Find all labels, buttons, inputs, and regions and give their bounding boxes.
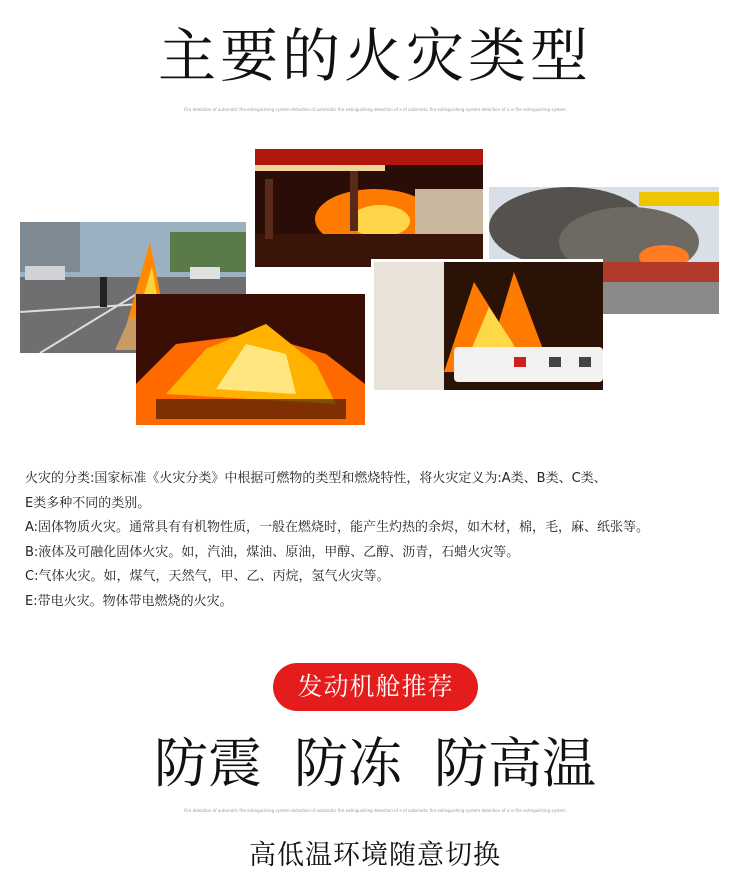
features-heading bbox=[0, 729, 750, 799]
description-line: E类多种不同的类别。 bbox=[25, 495, 151, 511]
gas-station-fire-photo bbox=[255, 149, 483, 267]
feature-heat-resistant: 防高温 bbox=[434, 732, 596, 795]
burning-car-photo bbox=[136, 294, 365, 425]
fine-print-bottom: Fire detection of automatic fire extinguishing system detection of automatic fire extinguishing detection of a of automatic fire extinguishing system detection of a in fire extinguishing system bbox=[184, 808, 566, 813]
feature-shockproof: 防震 bbox=[154, 732, 262, 795]
description-line: A:固体物质火灾。通常具有有机物性质，一般在燃烧时，能产生灼热的余烬，如木材，棉，毛，麻、纸张等。 bbox=[25, 520, 650, 535]
fine-print-top: Fire detection of automatic fire extinguishing system detection of automatic fire extinguishing detection of a of automatic fire extinguishing system detection of a in fire extinguishing system bbox=[184, 107, 566, 112]
page-title: 主要的火灾类型 bbox=[157, 22, 592, 90]
description-line: C:气体火灾。如，煤气，天然气，甲、乙、丙烷，氢气火灾等。 bbox=[25, 569, 390, 584]
description-line: E:带电火灾。物体带电燃烧的火灾。 bbox=[25, 593, 233, 609]
feature-antifreeze: 防冻 bbox=[294, 732, 402, 795]
power-strip-fire-photo bbox=[371, 259, 603, 390]
engine-compartment-badge: 发动机舱推荐 bbox=[273, 663, 478, 711]
description-line: B:液体及可融化固体火灾。如，汽油，煤油、原油，甲醇、乙醇、沥青，石蜡火灾等。 bbox=[25, 544, 520, 560]
subtitle: 高低温环境随意切换 bbox=[249, 840, 501, 871]
description-line: 火灾的分类:国家标准《火灾分类》中根据可燃物的类型和燃烧特性，将火灾定义为:A类、B类、C类、 bbox=[25, 471, 607, 486]
fire-classification-description bbox=[25, 467, 735, 614]
